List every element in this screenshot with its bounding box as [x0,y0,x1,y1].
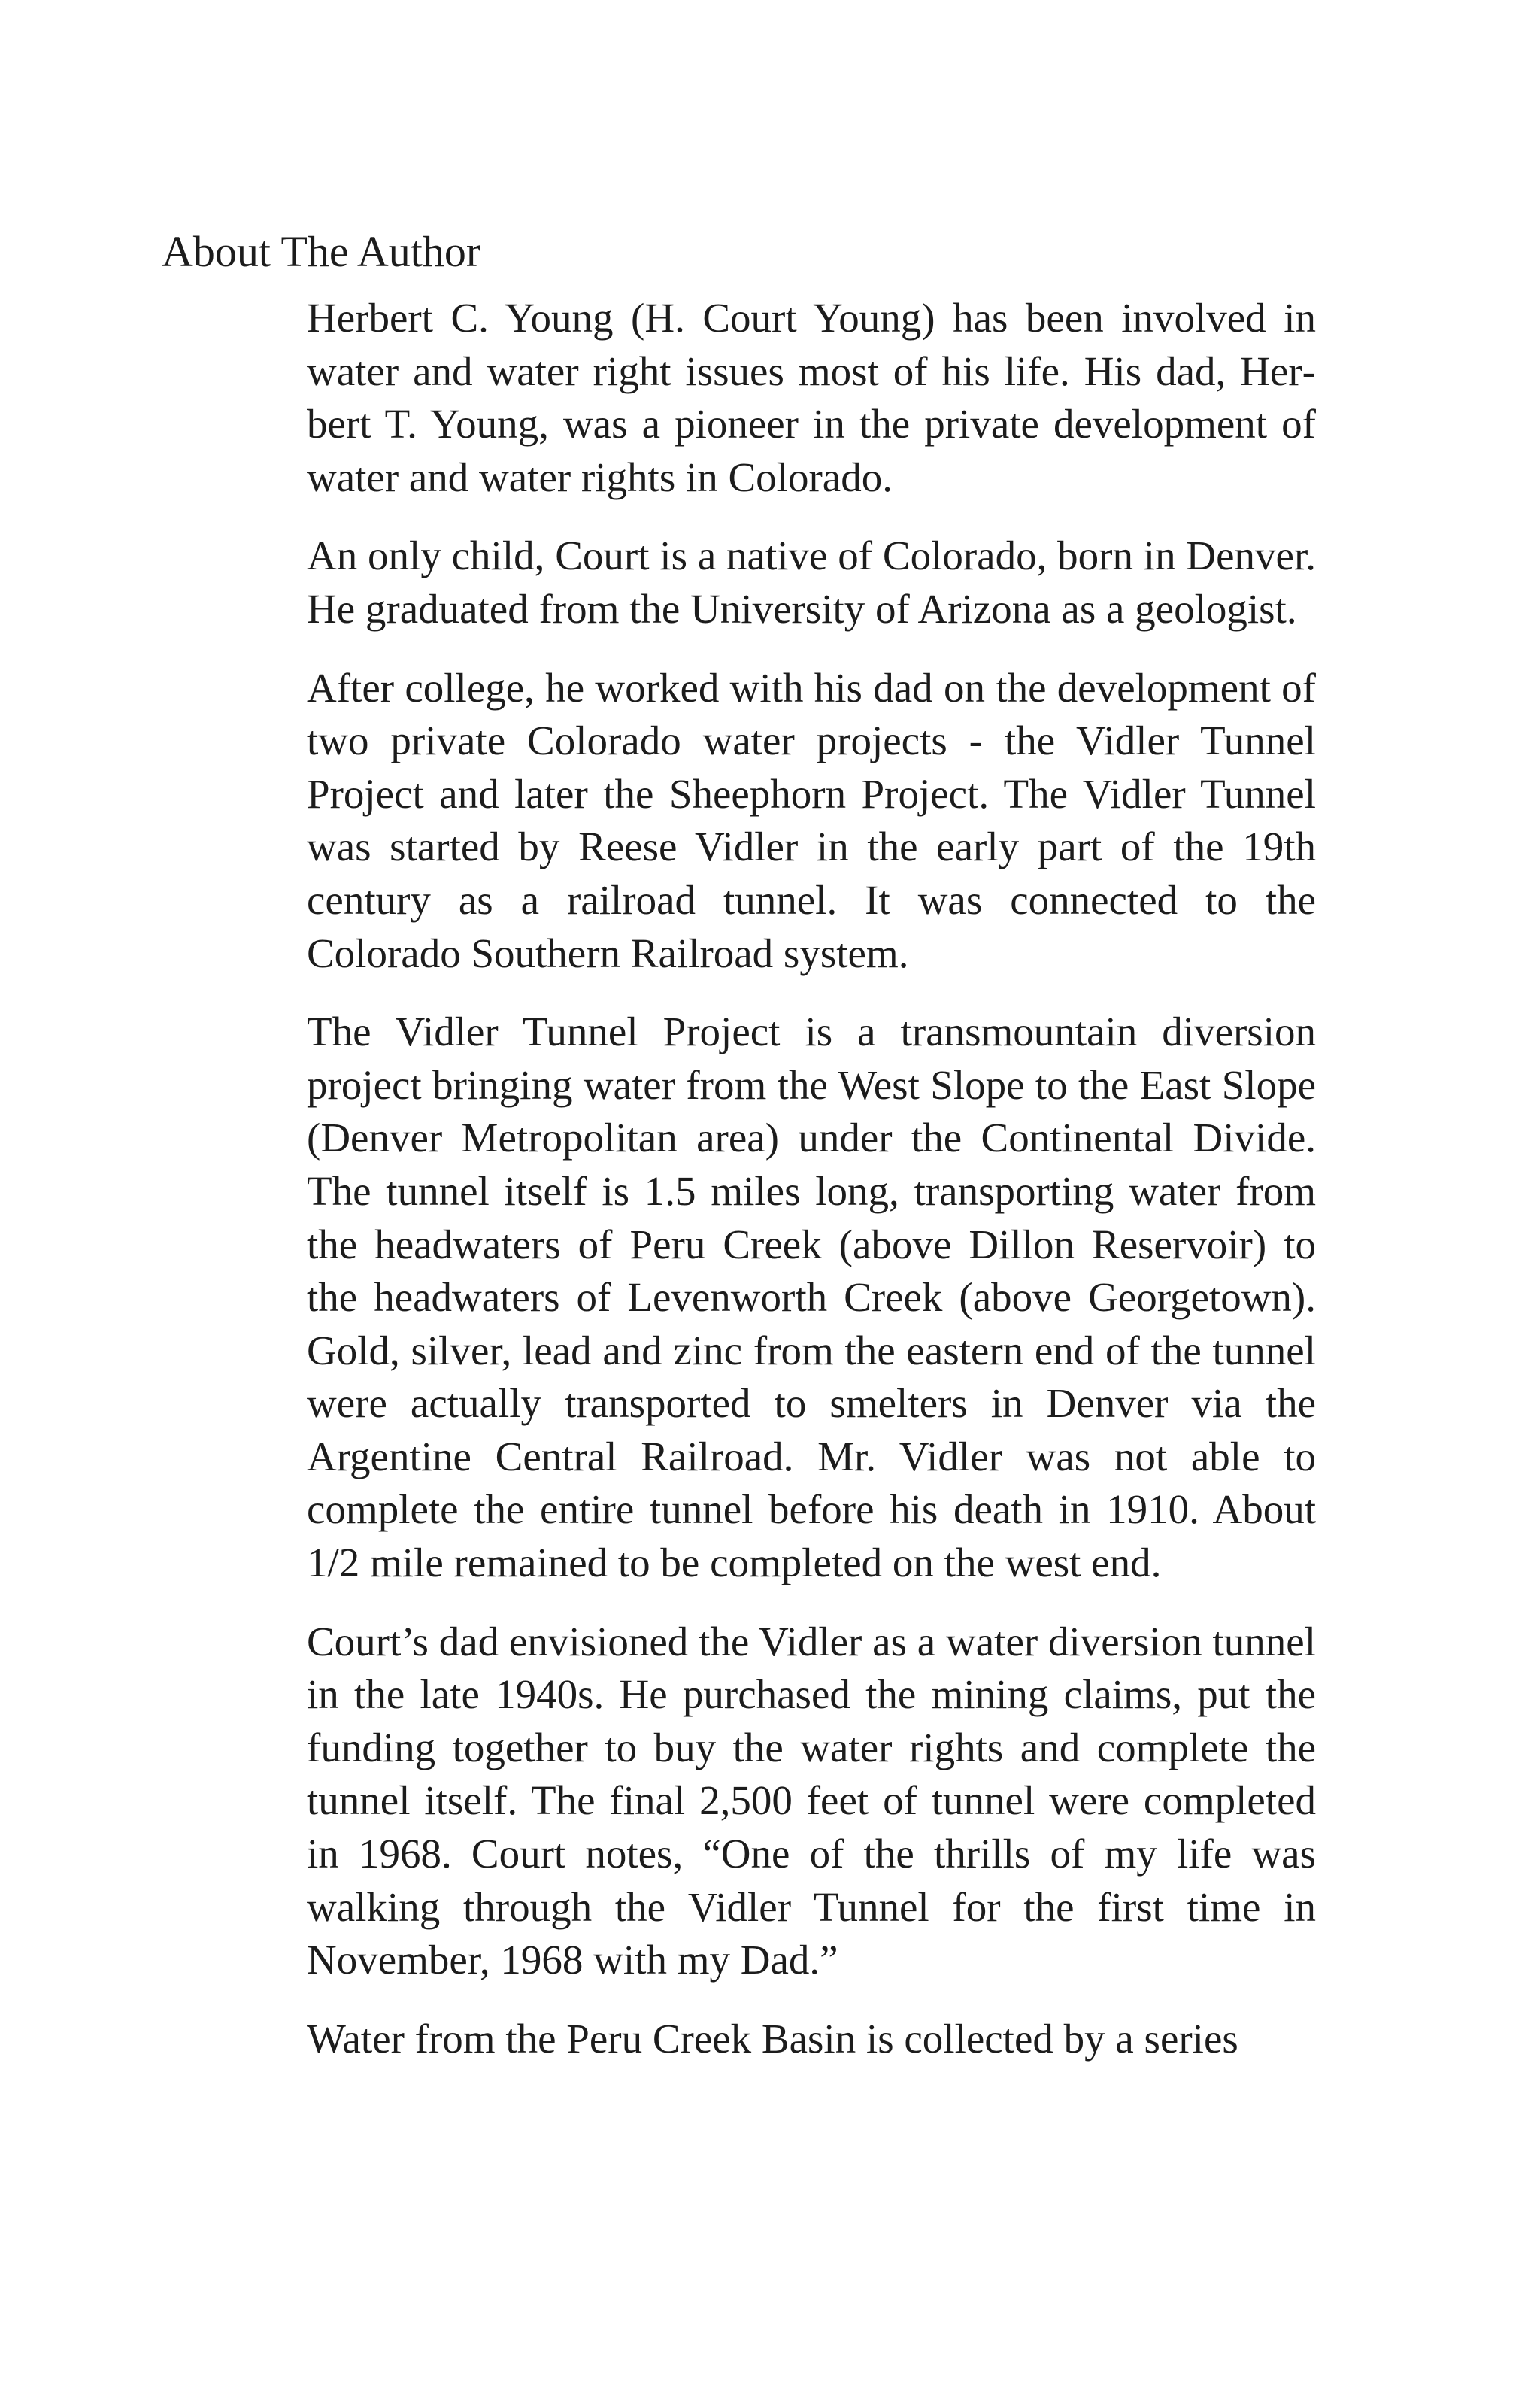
paragraph-peru-creek: Water from the Peru Creek Basin is collected by a series [307,2015,1238,2062]
section-heading: About The Author [162,227,481,276]
paragraph-background: An only child, Court is a native of Colorado, born in Denver. He graduated from the University of Arizona as a geologist. [307,532,1316,632]
paragraph-tunnel-completion: Court’s dad envisioned the Vidler as a water diversion tunnel in the late 1940s. He purchased the mining claims, put the funding together to buy the water rights and complete the tunnel itself. The final 2,500 feet of tunnel were completed in 1968. Court notes, “One of the thrills of my life was walking through the Vidler Tunnel for the first time in November, 1968 with my Dad.” [307,1618,1316,1983]
paragraph-career: After college, he worked with his dad on the development of two private Colorado water projects - the Vidler Tunnel Project and later the Sheephorn Project. The Vidler Tunnel was started by Reese Vidler in the early part of the 19th century as a railroad tunnel. It was connected to the Colorado Southern Railroad system. [307,664,1316,976]
paragraph-intro: Herbert C. Young (H. Court Young) has been involved in water and water right issues most of his life. His dad, Herbert T. Young, was a pioneer in the private development of water and water rights in Colorado. [307,295,1316,500]
body-text [307,292,1316,2065]
paragraph-vidler-project: The Vidler Tunnel Project is a transmountain diversion project bringing water from the West Slope to the East Slope (Denver Metropolitan area) under the Continental Divide. The tunnel itself is 1.5 miles long, transporting water from the headwaters of Peru Creek (above Dillon Reservoir) to the headwaters of Levenworth Creek (above Georgetown). Gold, silver, lead and zinc from the eastern end of the tunnel were actually transported to smelters in Denver via the Argentine Central Railroad. Mr. Vidler was not able to complete the entire tunnel before his death in 1910. About 1/2 mile remained to be completed on the west end. [307,1009,1316,1586]
